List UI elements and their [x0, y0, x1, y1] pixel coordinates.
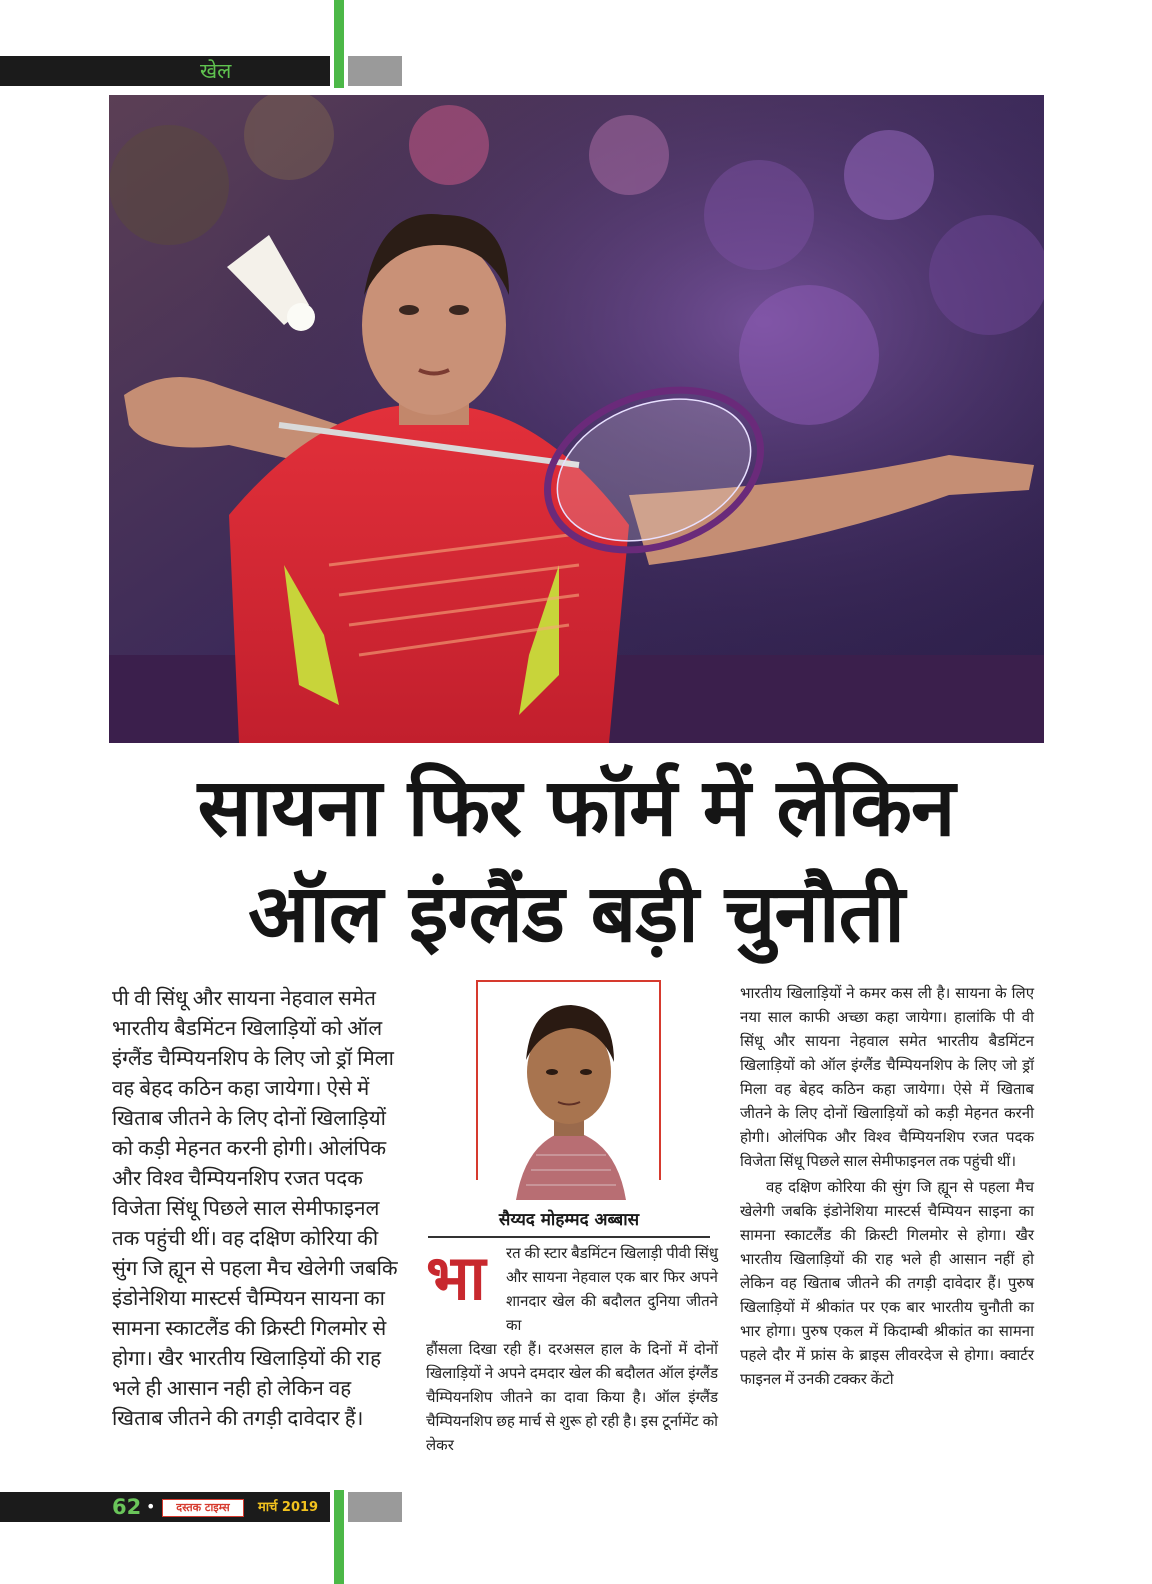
byline-divider	[428, 1236, 710, 1238]
footer-grey-block	[348, 1492, 402, 1522]
headline-line-1: सायना फिर फॉर्म में लेकिन	[197, 761, 955, 854]
drop-cap: भा	[426, 1241, 486, 1314]
hero-photo	[109, 95, 1044, 743]
article-middle-column	[426, 1338, 718, 1458]
header-grey-block	[348, 56, 402, 86]
article-middle-text: हौंसला दिखा रही हैं। दरअसल हाल के दिनों में दोनों खिलाड़ियों ने अपने दमदार खेल की बदौलत ऑल इंग्लैंड चैम्पियनशिप जीतने का दावा किया है। ऑल इंग्लैंड चैम्पियनशिप छह मार्च से शुरू हो रही है। इस टूर्नामेंट को लेकर	[426, 1342, 718, 1454]
issue-date: मार्च 2019	[258, 1500, 319, 1515]
headline-line-2: ऑल इंग्लैंड बड़ी चुनौती	[248, 867, 904, 960]
section-label: खेल	[200, 59, 232, 83]
article-lead-text: रत की स्टार बैडमिंटन खिलाड़ी पीवी सिंधु और सायना नेहवाल एक बार फिर अपने शानदार खेल की बदौलत दुनिया जीतने का	[506, 1246, 718, 1334]
article-right-column	[740, 982, 1034, 1392]
header-bar	[0, 56, 330, 86]
article-right-paragraph-1: भारतीय खिलाड़ियों ने कमर कस ली है। सायना के लिए नया साल काफी अच्छा कहा जायेगा। हालांकि पी वी सिंधू और सायना नेहवाल समेत भारतीय बैडमिंटन खिलाड़ियों को ऑल इंग्लैंड चैम्पियनशिप के लिए जो ड्रॉ मिला वह बेहद कठिन कहा जायेगा। ऐसे में खिताब जीतने के लिए दोनों खिलाड़ियों को कड़ी मेहनत करनी होगी। ओलंपिक और विश्व चैम्पियनशिप रजत पदक विजेता सिंधू पिछले साल सेमीफाइनल तक पहुंची थीं।	[740, 986, 1034, 1170]
page-number: 62	[112, 1495, 142, 1519]
sidebar-column	[112, 984, 404, 1434]
author-portrait	[476, 980, 662, 1200]
sidebar-paragraph: पी वी सिंधू और सायना नेहवाल समेत भारतीय बैडमिंटन खिलाड़ियों को ऑल इंग्लैंड चैम्पियनशिप के लिए जो ड्रॉ मिला वह बेहद कठिन कहा जायेगा। ऐसे में खिताब जीतने के लिए दोनों खिलाड़ियों को कड़ी मेहनत करनी होगी। ओलंपिक और विश्व चैम्पियनशिप रजत पदक विजेता सिंधू पिछले साल सेमीफाइनल तक पहुंची थीं। वह दक्षिण कोरिया की सुंग जि ह्यून से पहला मैच खेलेगी जबकि इंडोनेशिया मास्टर्स चैम्पियन सायना का सामना स्काटलैंड की क्रिस्टी गिलमोर से होगा। खैर भारतीय खिलाड़ियों की राह भले ही आसान नही हो लेकिन वह खिताब जीतने की तगड़ी दावेदार हैं।	[112, 988, 398, 1430]
magazine-logo: दस्तक टाइम्स	[162, 1499, 244, 1517]
badminton-player-photo	[109, 95, 1044, 743]
author-byline: सैय्यद मोहम्मद अब्बास	[498, 1210, 640, 1230]
article-right-paragraph-2: वह दक्षिण कोरिया की सुंग जि ह्यून से पहला मैच खेलेगी जबकि इंडोनेशिया मास्टर्स चैम्पियन साइना का सामना स्काटलैंड की क्रिस्टी गिलमोर से होगा। खैर भारतीय खिलाड़ियों की राह भले ही आसान नहीं हो लेकिन वह खिताब जीतने की तगड़ी दावेदार हैं। पुरुष खिलाड़ियों में श्रीकांत पर एक बार भारतीय चुनौती का भार होगा। पुरुष एकल में किदाम्बी श्रीकांत का सामना पहले दौर में फ्रांस के ब्राइस लीवरदेज से होगा। क्वार्टर फाइनल में उनकी टक्कर केंटो	[740, 1180, 1034, 1388]
footer-green-stripe	[334, 1490, 344, 1584]
author-photo	[476, 980, 662, 1200]
footer-separator: •	[146, 1497, 156, 1516]
header-green-stripe	[334, 0, 344, 88]
article-lead	[506, 1242, 718, 1338]
